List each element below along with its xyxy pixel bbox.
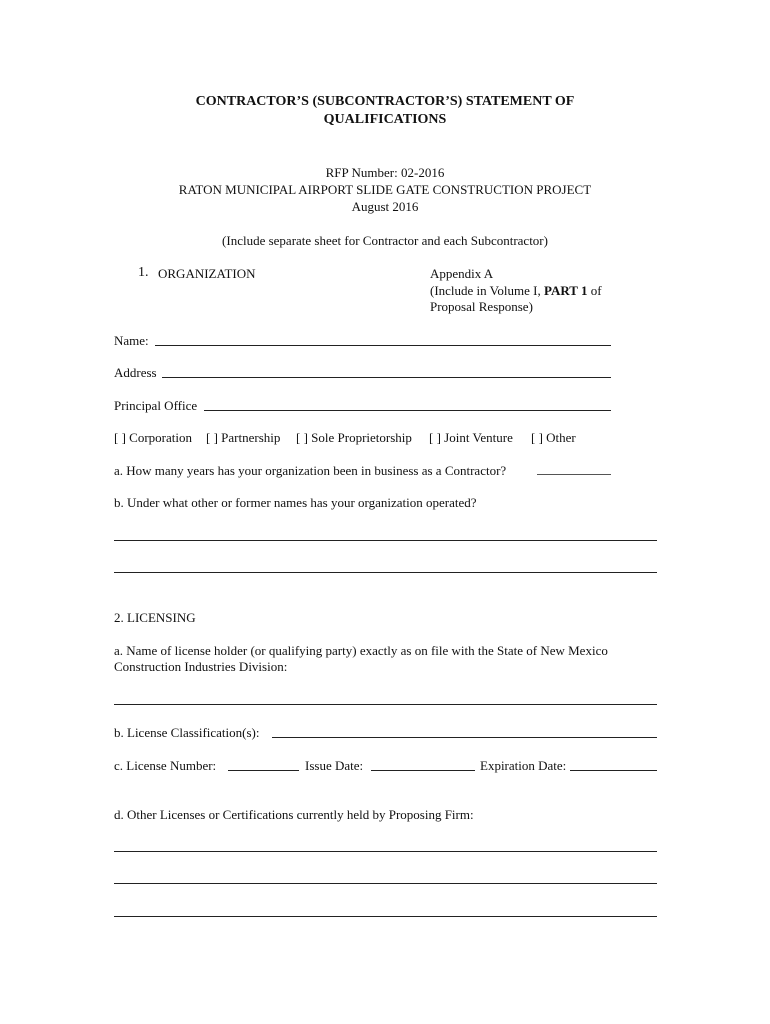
rfp-date: August 2016 bbox=[351, 199, 419, 214]
org-type-partnership[interactable]: [ ] Partnership bbox=[206, 430, 281, 445]
address-field[interactable] bbox=[162, 377, 611, 378]
address-label: Address bbox=[114, 365, 157, 380]
license-holder-question: a. Name of license holder (or qualifying party) exactly as on file with the State of New Mexico bbox=[114, 643, 608, 658]
appendix-part: PART 1 bbox=[543, 283, 588, 298]
license-number-label: c. License Number: bbox=[114, 758, 217, 773]
org-type-sole-proprietorship[interactable]: [ ] Sole Proprietorship bbox=[296, 430, 412, 445]
former-names-line-1[interactable] bbox=[114, 540, 657, 541]
form-title-line1: CONTRACTOR’S (SUBCONTRACTOR’S) STATEMENT OF bbox=[195, 94, 575, 109]
form-title-line2: QUALIFICATIONS bbox=[323, 112, 447, 127]
other-licenses-line-1[interactable] bbox=[114, 851, 657, 852]
principal-office-field[interactable] bbox=[204, 410, 611, 411]
other-licenses-question: d. Other Licenses or Certifications currently held by Proposing Firm: bbox=[114, 807, 474, 822]
license-classification-label: b. License Classification(s): bbox=[114, 725, 260, 740]
expiration-date-label: Expiration Date: bbox=[480, 758, 567, 773]
name-field[interactable] bbox=[155, 345, 611, 346]
rfp-number: RFP Number: 02-2016 bbox=[325, 165, 445, 180]
former-names-line-2[interactable] bbox=[114, 572, 657, 573]
former-names-question: b. Under what other or former names has your organization operated? bbox=[114, 495, 477, 510]
other-licenses-line-2[interactable] bbox=[114, 883, 657, 884]
appendix-instruction: (Include in Volume I, PART 1 of bbox=[430, 283, 602, 298]
license-holder-question-cont: Construction Industries Division: bbox=[114, 659, 288, 674]
other-licenses-line-3[interactable] bbox=[114, 916, 657, 917]
principal-office-label: Principal Office bbox=[114, 398, 198, 413]
expiration-date-field[interactable] bbox=[570, 770, 657, 771]
project-name: RATON MUNICIPAL AIRPORT SLIDE GATE CONSTRUCTION PROJECT bbox=[178, 182, 592, 197]
license-number-field[interactable] bbox=[228, 770, 299, 771]
instruction-note: (Include separate sheet for Contractor and each Subcontractor) bbox=[222, 233, 548, 248]
appendix-instruction-cont: Proposal Response) bbox=[430, 299, 533, 314]
org-type-other[interactable]: [ ] Other bbox=[531, 430, 576, 445]
section1-number: 1. bbox=[138, 265, 149, 280]
license-classification-field[interactable] bbox=[272, 737, 657, 738]
org-type-corporation[interactable]: [ ] Corporation bbox=[114, 430, 192, 445]
org-type-joint-venture[interactable]: [ ] Joint Venture bbox=[429, 430, 513, 445]
name-label: Name: bbox=[114, 333, 149, 348]
section1-heading: ORGANIZATION bbox=[158, 266, 256, 281]
years-in-business-field[interactable] bbox=[537, 474, 611, 475]
issue-date-field[interactable] bbox=[371, 770, 475, 771]
years-in-business-question: a. How many years has your organization been in business as a Contractor? bbox=[114, 463, 507, 478]
issue-date-label: Issue Date: bbox=[305, 758, 364, 773]
license-holder-field[interactable] bbox=[114, 704, 657, 705]
appendix-label: Appendix A bbox=[430, 266, 494, 281]
section2-heading: 2. LICENSING bbox=[114, 610, 196, 625]
